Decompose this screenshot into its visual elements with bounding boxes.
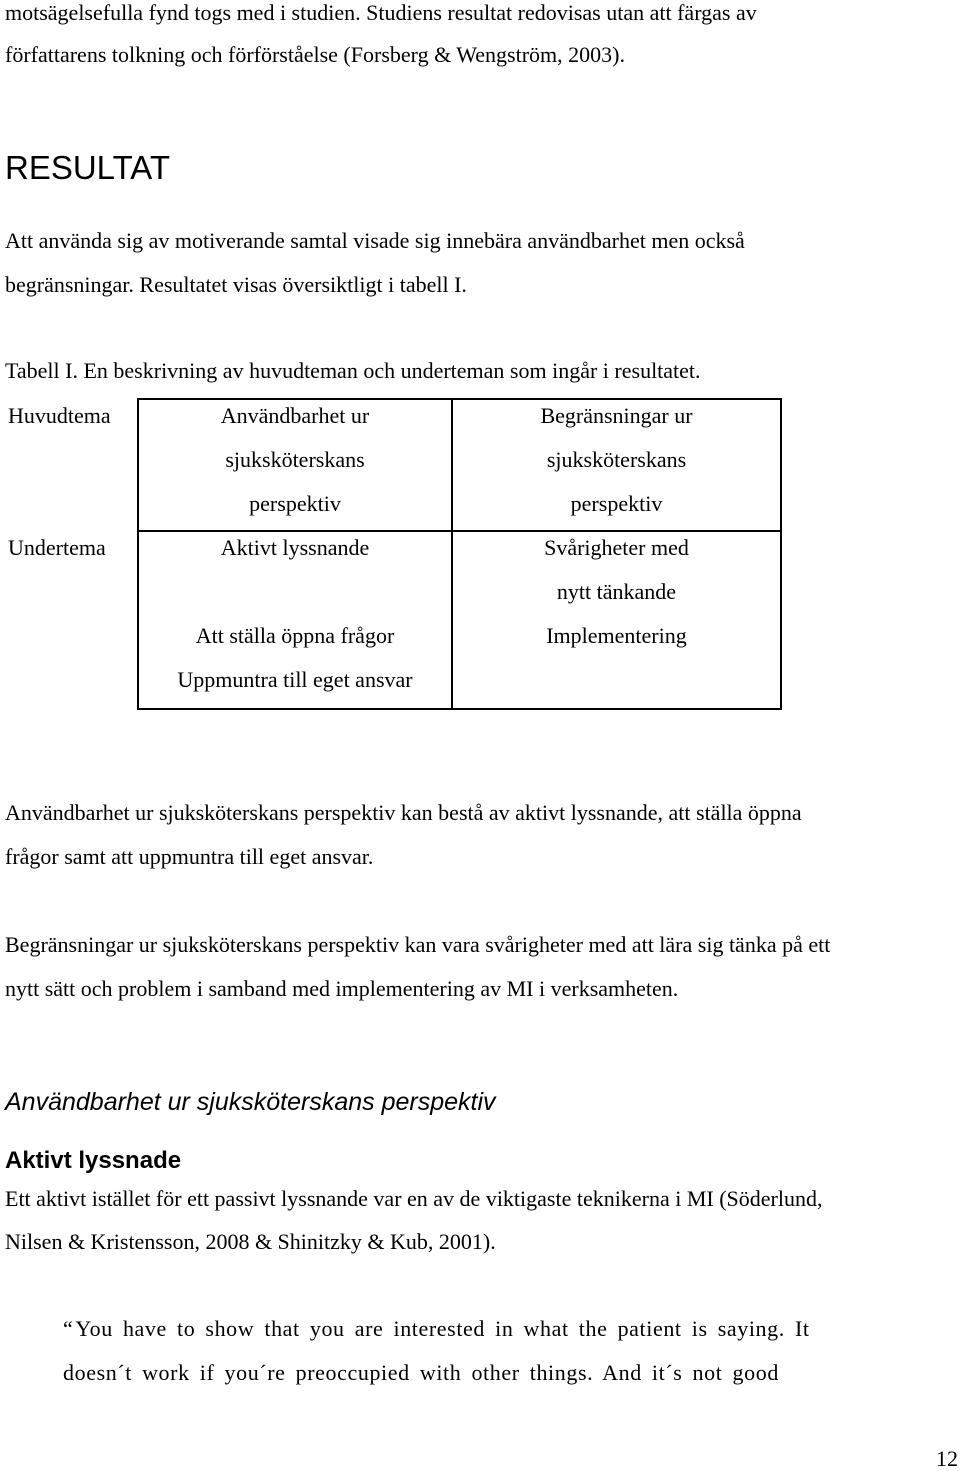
table-border-middle: [137, 530, 782, 532]
subsection-line-2: Nilsen & Kristensson, 2008 & Shinitzky & Kub, 2001).: [5, 1229, 496, 1254]
sub-theme-1c: Uppmuntra till eget ansvar: [177, 667, 413, 692]
intro-line-2: författarens tolkning och förförståelse (Forsberg & Wengström, 2003).: [5, 42, 625, 67]
table-border-top: [137, 398, 782, 400]
main-theme-1-line-2: sjuksköterskans: [225, 447, 365, 472]
table-border-right: [780, 398, 782, 710]
sub-theme-2b: Implementering: [546, 623, 687, 648]
sub-theme-1b: Att ställa öppna frågor: [195, 623, 395, 648]
row-label-sub: Undertema: [8, 535, 106, 560]
summary-1-line-1: Användbarhet ur sjuksköterskans perspektiv kan bestå av aktivt lyssnande, att ställa öppna: [5, 800, 802, 825]
quote-line-1: [63, 1316, 810, 1342]
main-theme-1-line-1: Användbarhet ur: [220, 403, 370, 428]
quote-line-2: doesn´t work if you´re preoccupied with other things. And it´s not good: [63, 1360, 779, 1385]
intro-line-1: motsägelsefulla fynd togs med i studien. Studiens resultat redovisas utan att färgas av: [5, 0, 757, 25]
quote-open-mark: “: [63, 1316, 74, 1341]
quote-line-1-text: You have to show that you are interested in what the patient is saying. It: [75, 1316, 810, 1341]
section-heading: Användbarhet ur sjuksköterskans perspektiv: [5, 1088, 496, 1116]
table-border-bottom-left: [137, 708, 453, 710]
table-border-bottom-right: [453, 708, 782, 710]
subsection-heading: Aktivt lyssnade: [5, 1147, 182, 1174]
table-caption: Tabell I. En beskrivning av huvudteman och underteman som ingår i resultatet.: [5, 358, 701, 383]
summary-1-line-2: frågor samt att uppmuntra till eget ansvar.: [5, 844, 374, 869]
main-theme-2-line-3: perspektiv: [570, 491, 663, 516]
page-number: 12: [936, 1446, 958, 1471]
result-line-1: Att använda sig av motiverande samtal visade sig innebära användbarhet men också: [5, 228, 745, 253]
main-theme-2-line-2: sjuksköterskans: [546, 447, 687, 472]
sub-theme-2a-line-1: Svårigheter med: [544, 535, 689, 560]
subsection-line-1: Ett aktivt istället för ett passivt lyssnande var en av de viktigaste teknikerna i MI (Söderlund,: [5, 1186, 823, 1211]
summary-2-line-2: nytt sätt och problem i samband med implementering av MI i verksamheten.: [5, 976, 679, 1001]
main-theme-2-line-1: Begränsningar ur: [540, 403, 693, 428]
themes-table: [0, 398, 782, 712]
main-theme-1-line-3: perspektiv: [249, 491, 341, 516]
sub-theme-1a: Aktivt lyssnande: [220, 535, 370, 560]
result-heading: RESULTAT: [5, 149, 171, 186]
summary-2-line-1: Begränsningar ur sjuksköterskans perspektiv kan vara svårigheter med att lära sig tänka på ett: [5, 932, 831, 957]
sub-theme-2a-line-2: nytt tänkande: [556, 579, 677, 604]
row-label-main: Huvudtema: [8, 403, 111, 428]
result-line-2: begränsningar. Resultatet visas översiktligt i tabell I.: [5, 272, 467, 297]
